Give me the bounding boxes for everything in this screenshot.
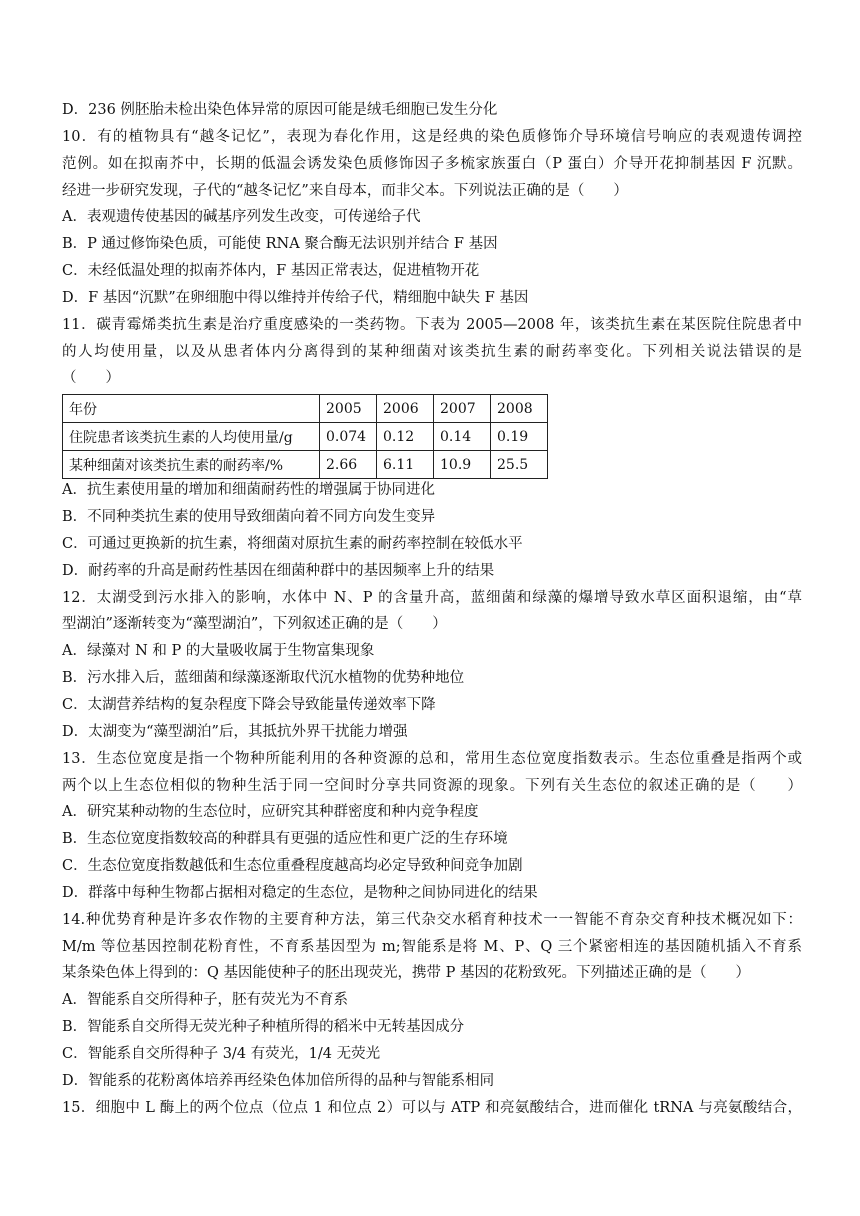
- q10-option-b: B．P 通过修饰染色质，可能使 RNA 聚合酶无法识别并结合 F 基因: [62, 236, 498, 252]
- q14-stem-line-2: M/m 等位基因控制花粉育性，不育系基因型为 m;智能系是将 M、P、Q 三个紧密相连的基因随机插入不育系: [62, 939, 802, 955]
- table-cell: 0.074: [320, 423, 377, 451]
- q13-stem-line-2: 两个以上生态位相似的物种生活于同一空间时分享共同资源的现象。下列有关生态位的叙述正确的是（ ）: [62, 778, 802, 794]
- q11-stem-line-2: 的人均使用量，以及从患者体内分离得到的某种细菌对该类抗生素的耐药率变化。下列相关说法错误的是: [62, 344, 802, 360]
- table-cell: 0.19: [491, 423, 548, 451]
- table-cell: 10.9: [434, 451, 491, 479]
- q13-option-a: A．研究某种动物的生态位时，应研究其种群密度和种内竞争程度: [62, 804, 479, 820]
- q12-option-d: D．太湖变为“藻型湖泊”后，其抵抗外界干扰能力增强: [62, 724, 408, 740]
- q13-option-c: C．生态位宽度指数越低和生态位重叠程度越高均必定导致种间竞争加剧: [62, 858, 523, 874]
- table-header-cell: 年份: [63, 395, 320, 423]
- q10-option-d: D．F 基因“沉默”在卵细胞中得以维持并传给子代，精细胞中缺失 F 基因: [62, 290, 529, 306]
- q11-option-c: C．可通过更换新的抗生素，将细菌对原抗生素的耐药率控制在较低水平: [62, 536, 523, 552]
- q12-stem-line-2: 型湖泊”逐渐转变为“藻型湖泊”，下列叙述正确的是（ ）: [62, 616, 447, 632]
- table-header-cell: 2008: [491, 395, 548, 423]
- q11-data-table: [62, 394, 548, 479]
- q10-option-c: C．未经低温处理的拟南芥体内，F 基因正常表达，促进植物开花: [62, 263, 480, 279]
- q14-option-a: A．智能系自交所得种子，胚有荧光为不育系: [62, 992, 348, 1008]
- table-cell: 25.5: [491, 451, 548, 479]
- q11-option-a: A．抗生素使用量的增加和细菌耐药性的增强属于协同进化: [62, 482, 435, 498]
- q11-stem-line-1: 11．碳青霉烯类抗生素是治疗重度感染的一类药物。下表为 2005—2008 年，该类抗生素在某医院住院患者中: [62, 317, 802, 333]
- q14-stem-line-1: 14.种优势育种是许多农作物的主要育种方法，第三代杂交水稻育种技术一一智能不育杂交育种技术概况如下：: [62, 912, 802, 928]
- table-header-cell: 2005: [320, 395, 377, 423]
- q13-stem-line-1: 13．生态位宽度是指一个物种所能利用的各种资源的总和，常用生态位宽度指数表示。生态位重叠是指两个或: [62, 751, 802, 767]
- q13-option-b: B．生态位宽度指数较高的种群具有更强的适应性和更广泛的生存环境: [62, 831, 508, 847]
- table-cell: 0.14: [434, 423, 491, 451]
- q12-option-b: B．污水排入后，蓝细菌和绿藻逐渐取代沉水植物的优势种地位: [62, 670, 465, 686]
- q14-option-d: D．智能系的花粉离体培养再经染色体加倍所得的品种与智能系相同: [62, 1073, 495, 1089]
- table-cell: 0.12: [377, 423, 434, 451]
- q14-option-c: C．智能系自交所得种子 3/4 有荧光，1/4 无荧光: [62, 1046, 381, 1062]
- q14-option-b: B．智能系自交所得无荧光种子种植所得的稻米中无转基因成分: [62, 1019, 465, 1035]
- table-cell: 某种细菌对该类抗生素的耐药率/%: [63, 451, 320, 479]
- table-header-row: [63, 395, 548, 423]
- q12-option-c: C．太湖营养结构的复杂程度下降会导致能量传递效率下降: [62, 697, 436, 713]
- table-cell: 6.11: [377, 451, 434, 479]
- table-header-cell: 2006: [377, 395, 434, 423]
- q11-option-b: B．不同种类抗生素的使用导致细菌向着不同方向发生变异: [62, 509, 436, 525]
- q11-option-d: D．耐药率的升高是耐药性基因在细菌种群中的基因频率上升的结果: [62, 563, 495, 579]
- table-header-cell: 2007: [434, 395, 491, 423]
- q12-stem-line-1: 12．太湖受到污水排入的影响，水体中 N、P 的含量升高，蓝细菌和绿藻的爆增导致水草区面积退缩，由“草: [62, 590, 802, 606]
- q10-stem-line-1: 10．有的植物具有“越冬记忆”，表现为春化作用，这是经典的染色质修饰介导环境信号响应的表观遗传调控: [62, 129, 802, 145]
- q11-stem-line-3: （ ）: [62, 370, 120, 386]
- q10-stem-line-2: 范例。如在拟南芥中，长期的低温会诱发染色质修饰因子多梳家族蛋白（P 蛋白）介导开花抑制基因 F 沉默。: [62, 156, 802, 172]
- q15-stem-line-1: 15．细胞中 L 酶上的两个位点（位点 1 和位点 2）可以与 ATP 和亮氨酸结合，进而催化 tRNA 与亮氨酸结合，: [62, 1100, 802, 1116]
- q10-option-a: A．表观遗传使基因的碱基序列发生改变，可传递给子代: [62, 209, 421, 225]
- q13-option-d: D．群落中每种生物都占据相对稳定的生态位，是物种之间协同进化的结果: [62, 885, 538, 901]
- q9-option-d: D．236 例胚胎未检出染色体异常的原因可能是绒毛细胞已发生分化: [62, 102, 498, 118]
- table-cell: 2.66: [320, 451, 377, 479]
- q10-stem-line-3: 经进一步研究发现，子代的“越冬记忆”来自母本，而非父本。下列说法正确的是（ ）: [62, 183, 628, 199]
- table-row: [63, 451, 548, 479]
- table-cell: 住院患者该类抗生素的人均使用量/g: [63, 423, 320, 451]
- q12-option-a: A．绿藻对 N 和 P 的大量吸收属于生物富集现象: [62, 643, 375, 659]
- q14-stem-line-3: 某条染色体上得到的：Q 基因能使种子的胚出现荧光，携带 P 基因的花粉致死。下列描述正确的是（ ）: [62, 965, 750, 981]
- table-row: [63, 423, 548, 451]
